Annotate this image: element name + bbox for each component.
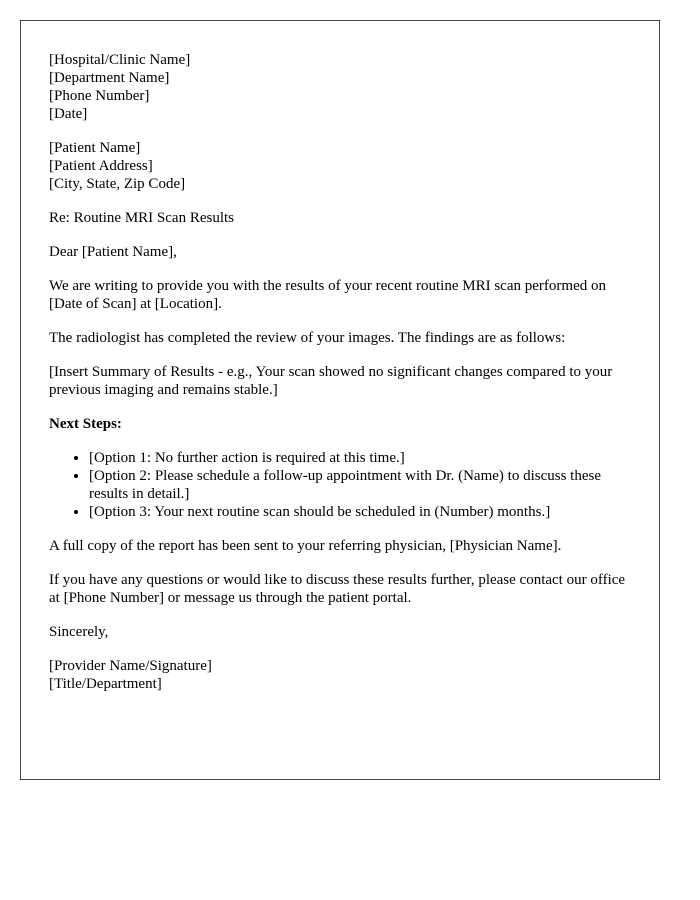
signature-title: [Title/Department] xyxy=(49,676,162,692)
intro-paragraph: We are writing to provide you with the results of your recent routine MRI scan performed on [Date of Scan] at [Location]. xyxy=(49,278,606,312)
contact-paragraph: If you have any questions or would like to discuss these results further, please contact our office at [Phone Number] or message us through the patient portal. xyxy=(49,572,626,606)
sender-phone: [Phone Number] xyxy=(49,88,150,104)
closing-line: Sincerely, xyxy=(49,624,109,640)
subject-line: Re: Routine MRI Scan Results xyxy=(49,210,234,226)
summary-paragraph: [Insert Summary of Results - e.g., Your scan showed no significant changes compared to your previous imaging and remains stable.] xyxy=(49,364,613,398)
recipient-city: [City, State, Zip Code] xyxy=(49,176,186,192)
list-item: • [Option 3: Your next routine scan should be scheduled in (Number) months.] xyxy=(89,503,631,521)
salutation: Dear [Patient Name], xyxy=(49,244,177,260)
letter-page xyxy=(20,20,660,780)
next-steps-list xyxy=(49,449,631,521)
sender-hospital: [Hospital/Clinic Name] xyxy=(49,52,191,68)
review-paragraph: The radiologist has completed the review of your images. The findings are as follows: xyxy=(49,330,566,346)
list-item: • [Option 1: No further action is required at this time.] xyxy=(89,449,631,467)
signature-name: [Provider Name/Signature] xyxy=(49,658,212,674)
recipient-block xyxy=(49,139,631,193)
recipient-address: [Patient Address] xyxy=(49,158,153,174)
signature-block xyxy=(49,657,631,693)
report-paragraph: A full copy of the report has been sent to your referring physician, [Physician Name]. xyxy=(49,538,562,554)
next-steps-heading: Next Steps: xyxy=(49,416,122,432)
recipient-name: [Patient Name] xyxy=(49,140,141,156)
sender-block xyxy=(49,51,631,123)
sender-department: [Department Name] xyxy=(49,70,170,86)
list-item: • [Option 2: Please schedule a follow-up appointment with Dr. (Name) to discuss these results in detail.] xyxy=(89,467,631,503)
sender-date: [Date] xyxy=(49,106,88,122)
